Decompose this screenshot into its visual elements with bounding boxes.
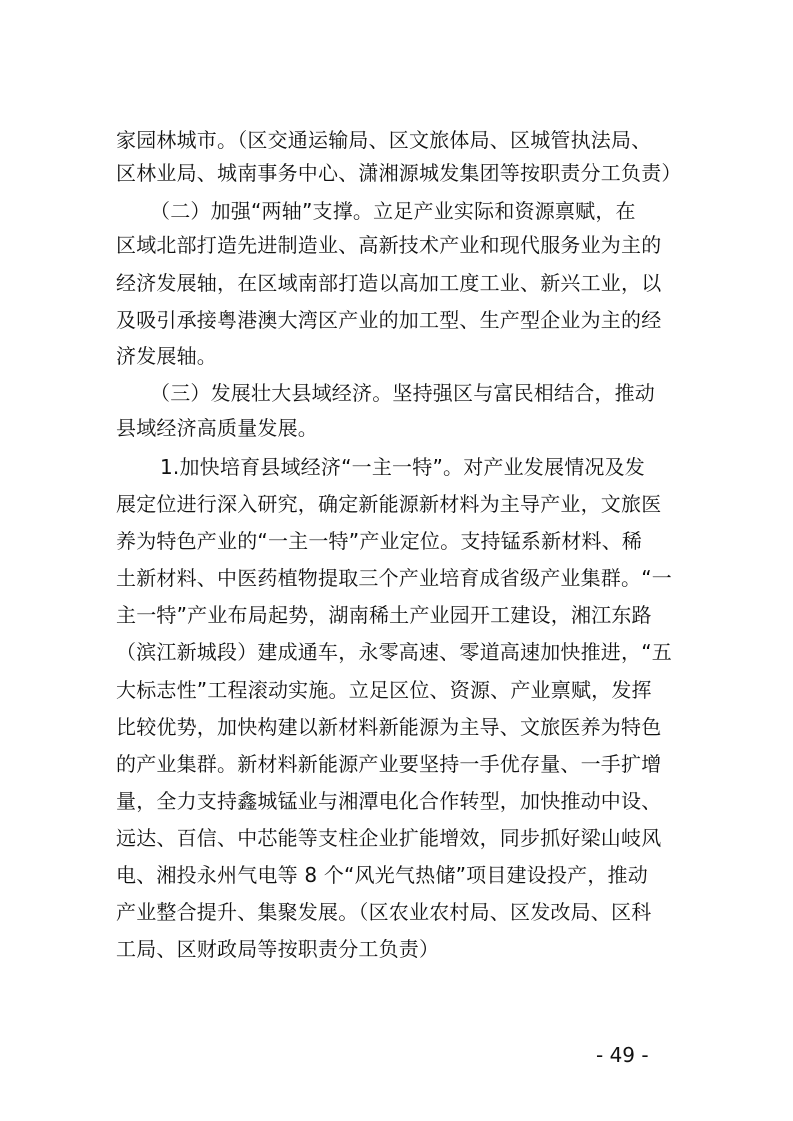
text-line-9: 县域经济高质量发展。	[116, 416, 318, 440]
text-line-2: 区林业局、城南事务中心、潇湘源城发集团等按职责分工负责）	[116, 161, 682, 185]
text-line-13: 土新材料、中医药植物提取三个产业培育成省级产业集群。“一	[116, 566, 672, 590]
paragraph-3-heading: （三）发展壮大县域经济。坚持强区与富民相结合，推动	[150, 381, 655, 405]
text-line-5: 经济发展轴，在区域南部打造以高加工度工业、新兴工业，以	[116, 271, 662, 295]
text-line-15: （滨江新城段）建成通车，永零高速、零道高速加快推进，“五	[116, 640, 672, 664]
page-number: - 49 -	[596, 1043, 649, 1067]
text-line-4: 区域北部打造先进制造业、高新技术产业和现代服务业为主的	[116, 233, 662, 257]
text-line-22: 产业整合提升、集聚发展。（区农业农村局、区发改局、区科	[116, 900, 652, 924]
text-line-6: 及吸引承接粤港澳大湾区产业的加工型、生产型企业为主的经	[116, 308, 662, 332]
text-line-1: 家园林城市。（区交通运输局、区文旅体局、区城管执法局、	[116, 128, 652, 152]
paragraph-item-1-heading: 1.加快培育县域经济“一主一特”。对产业发展情况及发	[160, 455, 646, 479]
text-line-18: 的产业集群。新材料新能源产业要坚持一手优存量、一手扩增	[116, 752, 662, 776]
text-line-12: 养为特色产业的“一主一特”产业定位。支持锰系新材料、稀	[116, 529, 643, 553]
text-line-14: 主一特”产业布局起势，湖南稀土产业园开工建设，湘江东路	[116, 603, 652, 627]
text-line-17: 比较优势，加快构建以新材料新能源为主导、文旅医养为特色	[116, 715, 662, 739]
text-line-19: 量，全力支持鑫城锰业与湘潭电化合作转型，加快推动中设、	[116, 789, 662, 813]
text-line-16: 大标志性”工程滚动实施。立足区位、资源、产业禀赋，发挥	[116, 678, 652, 702]
paragraph-2-heading: （二）加强“两轴”支撑。立足产业实际和资源禀赋，在	[150, 199, 636, 223]
text-line-21: 电、湘投永州气电等 8 个“风光气热储”项目建设投产，推动	[116, 863, 648, 887]
text-line-7: 济发展轴。	[116, 344, 217, 368]
text-line-20: 远达、百信、中芯能等支柱企业扩能增效，同步抓好梁山岐风	[116, 826, 662, 850]
text-line-11: 展定位进行深入研究，确定新能源新材料为主导产业，文旅医	[116, 492, 662, 516]
text-line-23: 工局、区财政局等按职责分工负责）	[116, 937, 440, 961]
